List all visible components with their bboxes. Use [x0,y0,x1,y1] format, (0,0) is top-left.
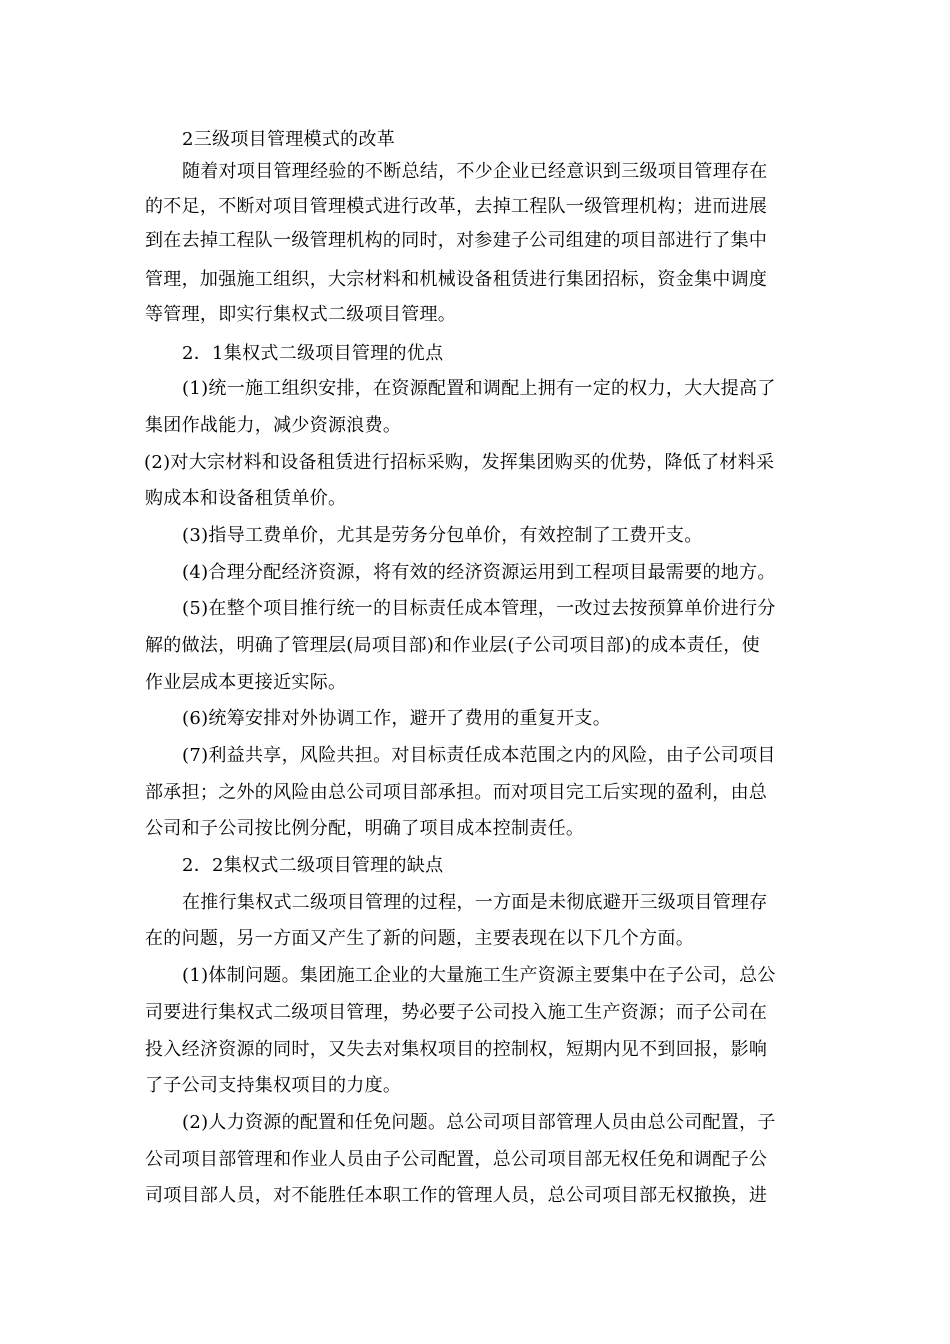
paragraph-line: 等管理，即实行集权式二级项目管理。 [145,304,457,325]
list-item: (2)对大宗材料和设备租赁进行招标采购，发挥集团购买的优势，降低了材料采 [144,452,775,473]
list-item: (4)合理分配经济资源，将有效的经济资源运用到工程项目最需要的地方。 [182,562,776,583]
list-item: (1)统一施工组织安排，在资源配置和调配上拥有一定的权力，大大提高了 [182,378,776,399]
list-item: (6)统筹安排对外协调工作，避开了费用的重复开支。 [182,708,611,729]
paragraph-line: 投入经济资源的同时，又失去对集权项目的控制权，短期内见不到回报，影响 [145,1039,768,1060]
paragraph-line: 集团作战能力，减少资源浪费。 [145,415,402,436]
paragraph-line: 部承担；之外的风险由总公司项目部承担。而对项目完工后实现的盈利，由总 [145,782,768,803]
paragraph-line: 在推行集权式二级项目管理的过程，一方面是未彻底避开三级项目管理存 [182,892,768,913]
paragraph-line: 公司项目部管理和作业人员由子公司配置，总公司项目部无权任免和调配子公 [145,1149,768,1170]
paragraph-line: 司要进行集权式二级项目管理，势必要子公司投入施工生产资源；而子公司在 [145,1002,768,1023]
paragraph-line: 的不足，不断对项目管理模式进行改革，去掉工程队一级管理机构；进而进展 [145,196,768,217]
list-item: (2)人力资源的配置和任免问题。总公司项目部管理人员由总公司配置，子 [182,1112,776,1133]
paragraph-line: 在的问题，另一方面又产生了新的问题，主要表现在以下几个方面。 [145,928,694,949]
list-item: (3)指导工费单价，尤其是劳务分包单价，有效控制了工费开支。 [182,525,703,546]
section-heading-2: 2三级项目管理模式的改革 [182,129,396,150]
paragraph-line: 公司和子公司按比例分配，明确了项目成本控制责任。 [145,818,585,839]
section-heading-2-2: 2．2集权式二级项目管理的缺点 [182,855,444,876]
paragraph-line: 管理，加强施工组织，大宗材料和机械设备租赁进行集团招标，资金集中调度 [145,269,768,290]
paragraph-line: 随着对项目管理经验的不断总结，不少企业已经意识到三级项目管理存在 [182,161,768,182]
list-item: (5)在整个项目推行统一的目标责任成本管理，一改过去按预算单价进行分 [182,598,776,619]
list-item: (7)利益共享，风险共担。对目标责任成本范围之内的风险，由子公司项目 [182,745,776,766]
paragraph-line: 解的做法，明确了管理层(局项目部)和作业层(子公司项目部)的成本责任，使 [145,635,760,656]
list-item: (1)体制问题。集团施工企业的大量施工生产资源主要集中在子公司，总公 [182,965,776,986]
paragraph-line: 到在去掉工程队一级管理机构的同时，对参建子公司组建的项目部进行了集中 [145,230,768,251]
paragraph-line: 购成本和设备租赁单价。 [145,488,347,509]
paragraph-line: 了子公司支持集权项目的力度。 [145,1075,402,1096]
paragraph-line: 司项目部人员，对不能胜任本职工作的管理人员，总公司项目部无权撤换，进 [145,1185,768,1206]
paragraph-line: 作业层成本更接近实际。 [145,672,347,693]
section-heading-2-1: 2．1集权式二级项目管理的优点 [182,343,444,364]
